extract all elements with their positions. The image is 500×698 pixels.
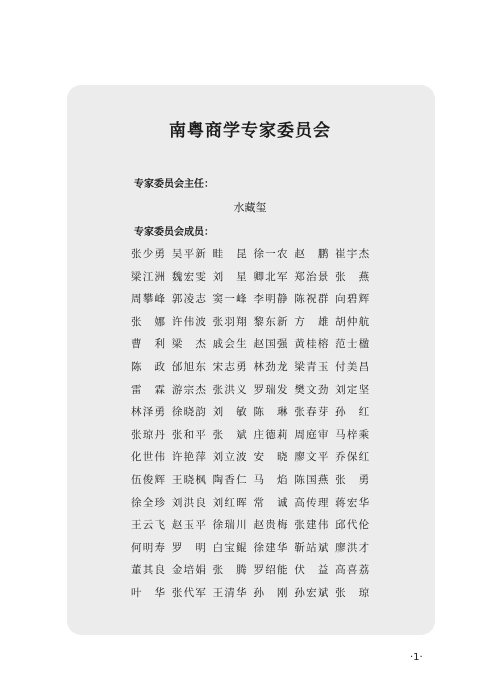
member-name: 董其良	[131, 564, 165, 577]
member-name: 金培娟	[171, 564, 206, 577]
member-name: 魏宏雯	[171, 270, 206, 283]
member-name: 卿北军	[253, 270, 288, 283]
member-name: 张 勇	[335, 473, 370, 486]
director-label: 专家委员会主任：	[134, 179, 214, 190]
member-name: 林劲龙	[253, 360, 288, 373]
member-name: 王清华	[212, 586, 247, 599]
member-name: 刘定坚	[335, 383, 370, 396]
member-name: 黄桂榕	[294, 338, 329, 351]
member-name: 刘红晖	[212, 496, 247, 509]
member-name: 向碧辉	[335, 293, 370, 306]
member-name: 安 晓	[253, 451, 288, 464]
member-name: 张 燕	[335, 270, 370, 283]
member-name: 高喜荔	[335, 564, 370, 577]
member-name: 宋志勇	[212, 360, 247, 373]
members-label: 专家委员会成员：	[134, 227, 214, 238]
member-name: 李明静	[253, 293, 288, 306]
member-name: 陈 政	[131, 360, 165, 373]
member-name: 常 诚	[253, 496, 288, 509]
member-name: 孙 刚	[253, 586, 288, 599]
member-name: 郭凌志	[171, 293, 206, 306]
member-name: 徐全珍	[131, 496, 165, 509]
member-name: 张琼丹	[131, 428, 165, 441]
member-name: 赵贵梅	[253, 519, 288, 532]
member-name: 许伟波	[171, 315, 206, 328]
member-name: 刘 星	[212, 270, 247, 283]
member-name: 伏 益	[294, 564, 329, 577]
member-name: 廖洪才	[335, 541, 370, 554]
member-name: 罗绍能	[253, 564, 288, 577]
member-name: 张 斌	[212, 428, 247, 441]
member-name: 梁江洲	[131, 270, 165, 283]
director-name: 水藏玺	[233, 201, 267, 214]
member-name: 何明寿	[131, 541, 165, 554]
member-name: 陈国燕	[294, 473, 329, 486]
member-name: 徐瑞川	[212, 519, 247, 532]
members-grid	[131, 247, 376, 609]
member-name: 张 娜	[131, 315, 165, 328]
member-name: 化世伟	[131, 451, 165, 464]
member-name: 邰旭东	[171, 360, 206, 373]
member-name: 方 雄	[294, 315, 329, 328]
member-name: 高传理	[294, 496, 329, 509]
member-name: 吴平新	[171, 248, 206, 260]
member-name: 廖文平	[294, 451, 329, 464]
member-name: 罗瑞发	[253, 383, 288, 396]
member-name: 张代军	[171, 586, 206, 599]
member-name: 陈祝群	[294, 293, 329, 306]
member-name: 黎东新	[253, 315, 288, 328]
member-name: 畦 昆	[212, 248, 247, 260]
member-name: 刘洪良	[171, 496, 206, 509]
member-name: 王云飞	[131, 519, 165, 532]
member-name: 伍俊辉	[131, 473, 165, 486]
member-name: 周庭审	[294, 428, 329, 441]
member-name: 赵 鹏	[294, 248, 329, 260]
member-name: 林泽勇	[131, 406, 165, 419]
member-name: 徐晓韵	[171, 406, 206, 419]
member-name: 雷 霖	[131, 383, 165, 396]
page-number: ·1·	[410, 652, 423, 663]
member-name: 胡仲航	[335, 315, 370, 328]
member-name: 范士楹	[335, 338, 370, 351]
member-name: 郑治景	[294, 270, 329, 283]
member-name: 庄德莉	[253, 428, 288, 441]
member-name: 赵国强	[253, 338, 288, 351]
member-name: 曹 利	[131, 338, 165, 351]
member-name: 张建伟	[294, 519, 329, 532]
member-name: 张洪义	[212, 383, 247, 396]
member-name: 游宗杰	[171, 383, 206, 396]
member-name: 张 腾	[212, 564, 247, 577]
member-name: 崔宇杰	[335, 248, 370, 260]
member-name: 张羽翔	[212, 315, 247, 328]
member-name: 戚会生	[212, 338, 247, 351]
member-name: 孙 红	[335, 406, 370, 419]
member-name: 马梓乘	[335, 428, 370, 441]
member-name: 邱代伦	[335, 519, 370, 532]
member-name: 白宝鲲	[212, 541, 247, 554]
member-name: 马 焰	[253, 473, 288, 486]
member-name: 乔保红	[335, 451, 370, 464]
member-name: 张少勇	[131, 248, 165, 260]
member-name: 陈 琳	[253, 406, 288, 419]
member-name: 付美昌	[335, 360, 370, 373]
member-name: 窦一峰	[212, 293, 247, 306]
member-name: 梁 杰	[171, 338, 206, 351]
member-name: 张春芽	[294, 406, 329, 419]
member-name: 徐建华	[253, 541, 288, 554]
member-name: 张 琼	[335, 586, 370, 599]
member-name: 刘 敏	[212, 406, 247, 419]
member-name: 周攀峰	[131, 293, 165, 306]
member-name: 许艳萍	[171, 451, 206, 464]
member-name: 梁青玉	[294, 360, 329, 373]
member-name: 赵玉平	[171, 519, 206, 532]
member-name: 徐一农	[253, 248, 288, 260]
member-name: 孙宏斌	[294, 586, 329, 599]
member-name: 罗 明	[171, 541, 206, 554]
page-title: 南粤商学专家委员会	[169, 121, 331, 141]
member-name: 王晓枫	[171, 473, 206, 486]
member-name: 张和平	[171, 428, 206, 441]
member-name: 靳站斌	[294, 541, 329, 554]
member-name: 蒋宏华	[335, 496, 370, 509]
member-name: 陶香仁	[212, 473, 247, 486]
member-name: 叶 华	[131, 586, 165, 599]
member-name: 刘立波	[212, 451, 247, 464]
member-name: 樊文劲	[294, 383, 329, 396]
